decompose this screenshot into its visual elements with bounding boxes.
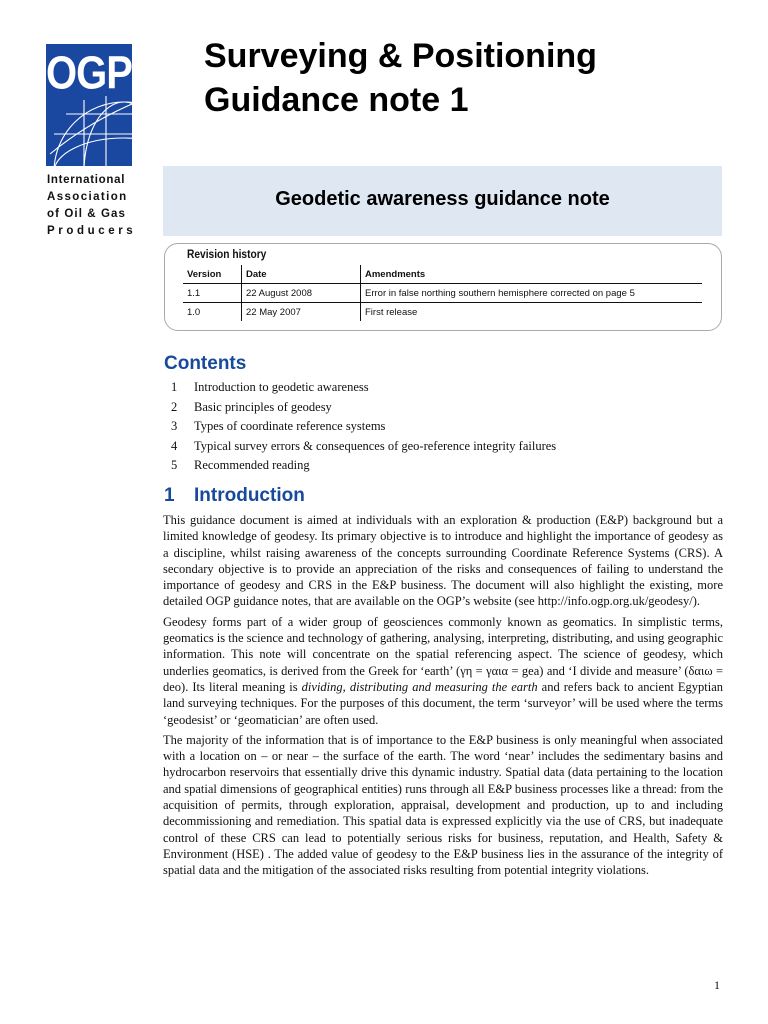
document-subtitle: Geodetic awareness guidance note — [275, 188, 610, 210]
toc-item[interactable] — [171, 417, 556, 437]
toc-number: 3 — [171, 419, 178, 434]
document-title — [204, 34, 597, 122]
page-number: 1 — [714, 978, 720, 992]
title-line-1: Surveying & Positioning — [204, 37, 597, 75]
organization-name — [47, 172, 136, 240]
revision-header-row — [183, 265, 702, 284]
title-line-2: Guidance note 1 — [204, 81, 469, 119]
toc-number: 1 — [171, 380, 178, 394]
paragraph-2-text-a: Geodesy forms part of a wider group of geosciences commonly known as geomatics. In simplistic terms, geomatics is the science and technology of gathering, analysing, interpreting, distributing, and using geographic information. This note will concentrate on the spatial referencing aspect. The science of geodesy, which underlies geomatics, is derived from the Greek for ‘earth’ (γη = γαια = gea) and ‘I divide and measure’ (δαιω = deo). Its literal meaning is — [163, 614, 723, 694]
logo-text: OGP — [46, 48, 132, 99]
revision-date: 22 August 2008 — [242, 284, 361, 303]
contents-heading: Contents — [164, 353, 247, 374]
revision-version: 1.0 — [183, 303, 242, 322]
toc-number: 4 — [171, 438, 178, 453]
org-line-1: International — [47, 174, 126, 186]
ogp-logo — [46, 44, 132, 166]
toc-text: Typical survey errors & consequences of geo-reference integrity failures — [194, 438, 557, 453]
revision-history-box — [164, 243, 722, 331]
header-date: Date — [242, 265, 361, 284]
paragraph-1: This guidance document is aimed at individuals with an exploration & production (E&P) background but a limited knowledge of geodesy. Its primary objective is to introduce and highlight the importance of geodesy as a discipline, whilst raising awareness of the concepts surrounding Coordinate Reference Systems (CRS). A secondary objective is to provide an appreciation of the risks and consequences of failing to understand the importance of geodesy and CRS in the E&P business. The document will also highlight the existing, more detailed OGP guidance notes, that are available on the OGP’s website (see http://info.ogp.org.uk/geodesy/). — [163, 513, 723, 609]
section-title: Introduction — [194, 485, 305, 506]
toc-text: Introduction to geodetic awareness — [194, 380, 369, 394]
paragraph-2 — [163, 614, 723, 728]
revision-amendment: Error in false northing southern hemisphere corrected on page 5 — [361, 284, 703, 303]
paragraph-3: The majority of the information that is of importance to the E&P business is only meaningful when associated with a location on – or near – the surface of the earth. The word ‘near’ includes the sedimentary basins and hydrocarbon reservoirs that essentially drive this dynamic industry. Spatial data (data pertaining to the location and spatial dimensions of geographical entities) runs through all E&P business processes like a thread: from the acquisition of permits, through exploration, appraisal, development and production, up to and including decommissioning and remediation. This spatial data is expressed explicitly via the use of CRS, but inadequate control of these CRS can lead to potentially serious risks for business, reputation, and Health, Safety & Environment (HSE) . The added value of geodesy to the E&P business lies in the assurance of the integrity of spatial data and the mitigation of the associated risks resulting from potential integrity violations. — [163, 732, 723, 878]
toc-text: Types of coordinate reference systems — [194, 419, 386, 434]
toc-text: Basic principles of geodesy — [194, 399, 332, 414]
revision-row — [183, 303, 702, 322]
toc-item[interactable] — [171, 398, 556, 418]
introduction-body — [163, 512, 723, 883]
revision-row — [183, 284, 702, 303]
revision-date: 22 May 2007 — [242, 303, 361, 322]
revision-amendment: First release — [365, 306, 418, 318]
toc-item[interactable] — [171, 378, 556, 398]
paragraph-2-emphasis: dividing, distributing and measuring the earth — [301, 679, 538, 694]
subtitle-band — [163, 166, 722, 236]
section-number: 1 — [164, 485, 175, 506]
toc-item[interactable] — [171, 456, 556, 476]
toc-item[interactable] — [171, 437, 556, 457]
org-line-3: of Oil & Gas — [47, 208, 127, 220]
table-of-contents — [171, 378, 556, 476]
toc-number: 2 — [171, 399, 178, 414]
header-version: Version — [183, 265, 242, 284]
toc-number: 5 — [171, 458, 178, 473]
org-line-4: Producers — [47, 225, 137, 237]
org-line-2: Association — [47, 191, 128, 203]
revision-version: 1.1 — [183, 284, 242, 303]
globe-grid-icon — [46, 94, 132, 166]
introduction-heading — [164, 485, 305, 507]
header-amendments: Amendments — [361, 265, 703, 284]
paragraph-2-text-b: and refers back to ancient Egyptian land surveying techniques. For the purposes of this document, the term ‘surveyor’ will be used where the terms ‘geodesist’ or ‘geomatician’ are often used. — [163, 679, 723, 727]
revision-history-title: Revision history — [187, 247, 267, 261]
revision-table — [183, 265, 702, 321]
toc-text: Recommended reading — [194, 458, 310, 473]
